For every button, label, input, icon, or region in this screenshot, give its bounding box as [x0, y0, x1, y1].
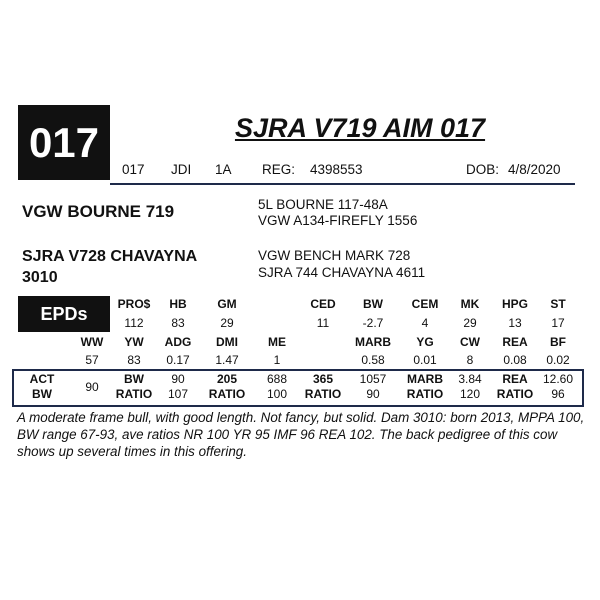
epd-header: YG — [416, 335, 434, 349]
reg-number: 4398553 — [310, 162, 363, 177]
epd-value: 0.58 — [361, 353, 385, 367]
rea-value: 12.60 — [542, 372, 574, 386]
epd-header: HB — [169, 297, 187, 311]
bw-actual: 90 — [85, 380, 99, 394]
epd-header: MARB — [355, 335, 391, 349]
divider-rule — [110, 183, 575, 185]
epd-value: 1.47 — [215, 353, 239, 367]
yw-adj: 1057 — [359, 372, 387, 386]
dob-label: DOB: — [466, 162, 500, 177]
dam-name-line1: SJRA V728 CHAVAYNA — [22, 248, 198, 265]
epd-value: 8 — [466, 353, 474, 367]
ww-value: 205 — [216, 372, 238, 386]
epd-header: WW — [80, 335, 104, 349]
epd-value: 0.08 — [503, 353, 527, 367]
epd-value: 29 — [220, 316, 234, 330]
tattoo: 017 — [122, 162, 145, 177]
dam-dam: SJRA 744 CHAVAYNA 4611 — [258, 265, 426, 280]
epd-header: ADG — [164, 335, 192, 349]
epd-header: GM — [217, 297, 237, 311]
epd-header: DMI — [216, 335, 238, 349]
epd-header: YW — [124, 335, 144, 349]
animal-name-title: SJRA V719 AIM 017 — [234, 113, 486, 143]
epds-label: EPDs — [18, 296, 110, 332]
yw-value: 365 — [312, 372, 334, 386]
ww-ratio: 100 — [266, 387, 288, 401]
bw-header: BW — [124, 372, 144, 386]
epd-header: CW — [460, 335, 480, 349]
rea-label: REA — [502, 372, 528, 386]
epd-value: 83 — [127, 353, 141, 367]
marb-ratio-label: RATIO — [406, 387, 444, 401]
epd-value: 57 — [85, 353, 99, 367]
epd-value: 17 — [551, 316, 565, 330]
yw-ratio: 90 — [366, 387, 380, 401]
epd-value: 29 — [463, 316, 477, 330]
epd-value: 112 — [124, 316, 144, 330]
bw-ratio-label: RATIO — [115, 387, 153, 401]
act-label: ACT — [29, 372, 55, 386]
epd-header: CED — [310, 297, 336, 311]
epd-header: CEM — [411, 297, 439, 311]
lot-description: A moderate frame bull, with good length. Not fancy, but solid. Dam 3010: born 2013, MPPA 100, BW range 67-93, ave ratios NR 100 YR 95 IMF 96 REA 102. The back pedigree of this cow shows up several times in this offering. — [17, 410, 585, 459]
epd-header: BF — [550, 335, 566, 349]
herd-code: JDI — [171, 162, 192, 177]
rea-ratio-label: RATIO — [496, 387, 534, 401]
epd-header: BW — [363, 297, 383, 311]
bw-value: 90 — [171, 372, 185, 386]
sire-dam: VGW A134-FIREFLY 1556 — [258, 213, 418, 228]
marb-ratio: 120 — [459, 387, 481, 401]
dam-sire: VGW BENCH MARK 728 — [258, 248, 411, 263]
yw-ratio-label: RATIO — [304, 387, 342, 401]
epd-header: ST — [550, 297, 566, 311]
epd-value: 1 — [273, 353, 281, 367]
epd-value: 11 — [316, 316, 330, 330]
epd-header: REA — [502, 335, 528, 349]
rea-ratio: 96 — [551, 387, 565, 401]
bw-label: BW — [32, 387, 52, 401]
marb-label: MARB — [407, 372, 443, 386]
reg-label: REG: — [262, 162, 296, 177]
dam-name — [22, 246, 197, 288]
sire-name: VGW BOURNE 719 — [22, 202, 175, 221]
epd-header: PRO$ — [117, 297, 151, 311]
epd-value: 4 — [421, 316, 429, 330]
epd-value: 83 — [171, 316, 185, 330]
class-code: 1A — [215, 162, 232, 177]
epd-header: ME — [268, 335, 286, 349]
epd-header: HPG — [501, 297, 529, 311]
epd-header: MK — [460, 297, 480, 311]
epd-value: -2.7 — [362, 316, 384, 330]
epd-value: 0.01 — [413, 353, 437, 367]
dob-value: 4/8/2020 — [508, 162, 561, 177]
epd-value: 13 — [508, 316, 522, 330]
sire-sire: 5L BOURNE 117-48A — [258, 197, 388, 212]
epd-value: 0.17 — [166, 353, 190, 367]
epd-value: 0.02 — [546, 353, 570, 367]
dam-name-line2: 3010 — [22, 269, 58, 286]
ww-ratio-label: RATIO — [208, 387, 246, 401]
marb-value: 3.84 — [458, 372, 482, 386]
bw-ratio: 107 — [167, 387, 189, 401]
lot-number: 017 — [18, 105, 110, 180]
ww-adj: 688 — [266, 372, 288, 386]
